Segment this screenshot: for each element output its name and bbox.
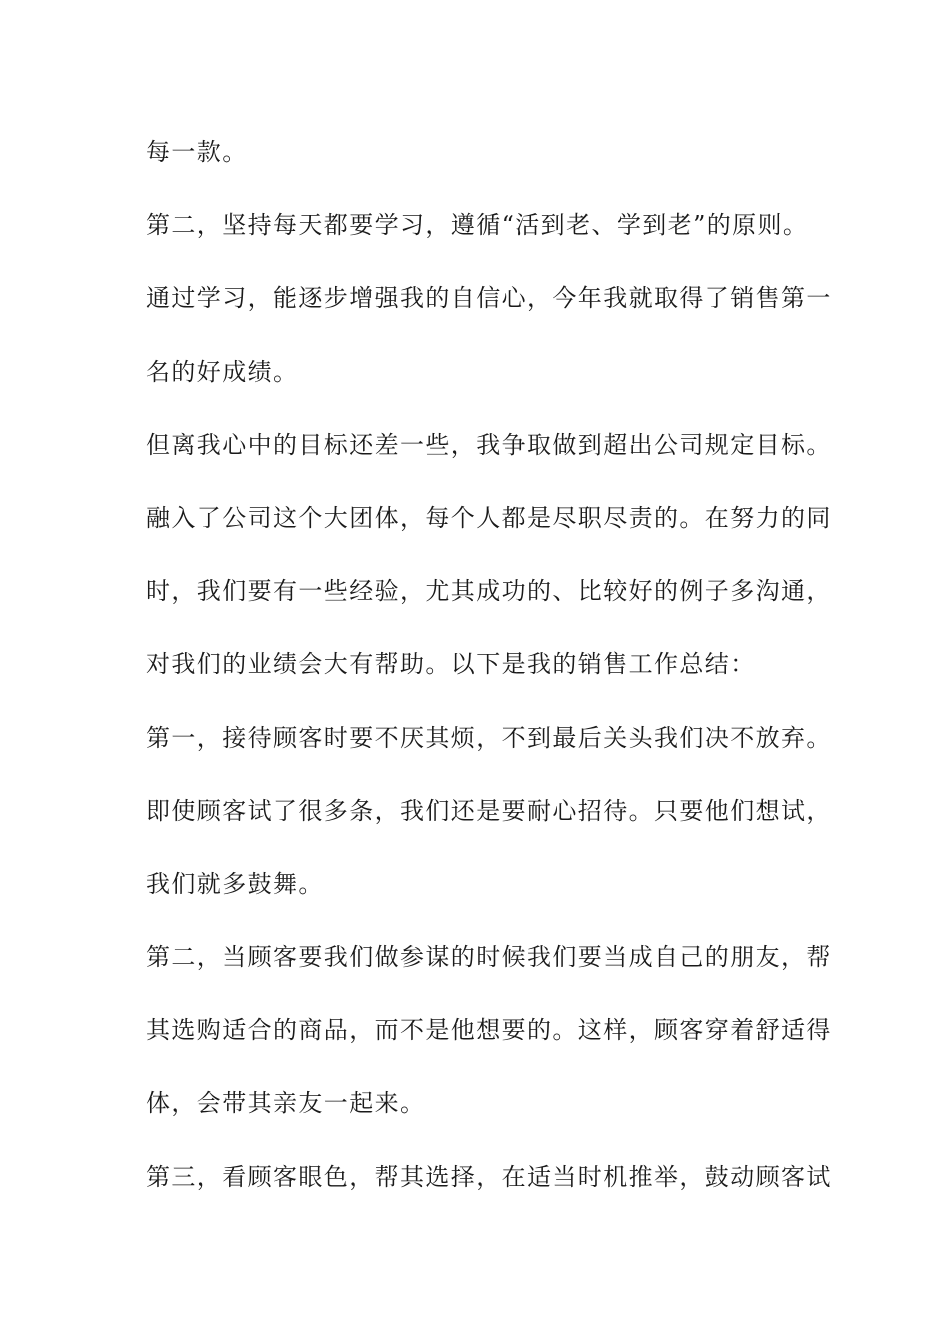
text-line: 时，我们要有一些经验，尤其成功的、比较好的例子多沟通， <box>146 577 832 606</box>
text-line: 第一，接待顾客时要不厌其烦，不到最后关头我们决不放弃。 <box>146 723 832 752</box>
text-line: 通过学习，能逐步增强我的自信心，今年我就取得了销售第一 <box>146 284 832 313</box>
text-line: 名的好成绩。 <box>146 357 299 386</box>
text-line: 第二，坚持每天都要学习，遵循“活到老、学到老”的原则。 <box>146 211 809 240</box>
text-line: 第二，当顾客要我们做参谋的时候我们要当成自己的朋友，帮 <box>146 943 832 972</box>
text-line: 每一款。 <box>146 138 248 166</box>
text-line: 对我们的业绩会大有帮助。以下是我的销售工作总结： <box>146 650 756 679</box>
text-line: 我们就多鼓舞。 <box>146 869 324 898</box>
text-line: 但离我心中的目标还差一些，我争取做到超出公司规定目标。 <box>146 430 832 459</box>
text-line: 其选购适合的商品，而不是他想要的。这样，顾客穿着舒适得 <box>146 1016 832 1045</box>
text-line: 即使顾客试了很多条，我们还是要耐心招待。只要他们想试， <box>146 796 832 825</box>
text-line: 第三，看顾客眼色，帮其选择，在适当时机推举，鼓动顾客试 <box>146 1162 832 1191</box>
text-line: 体，会带其亲友一起来。 <box>146 1089 426 1118</box>
document-body <box>146 130 832 1228</box>
text-line: 融入了公司这个大团体，每个人都是尽职尽责的。在努力的同 <box>146 503 832 532</box>
